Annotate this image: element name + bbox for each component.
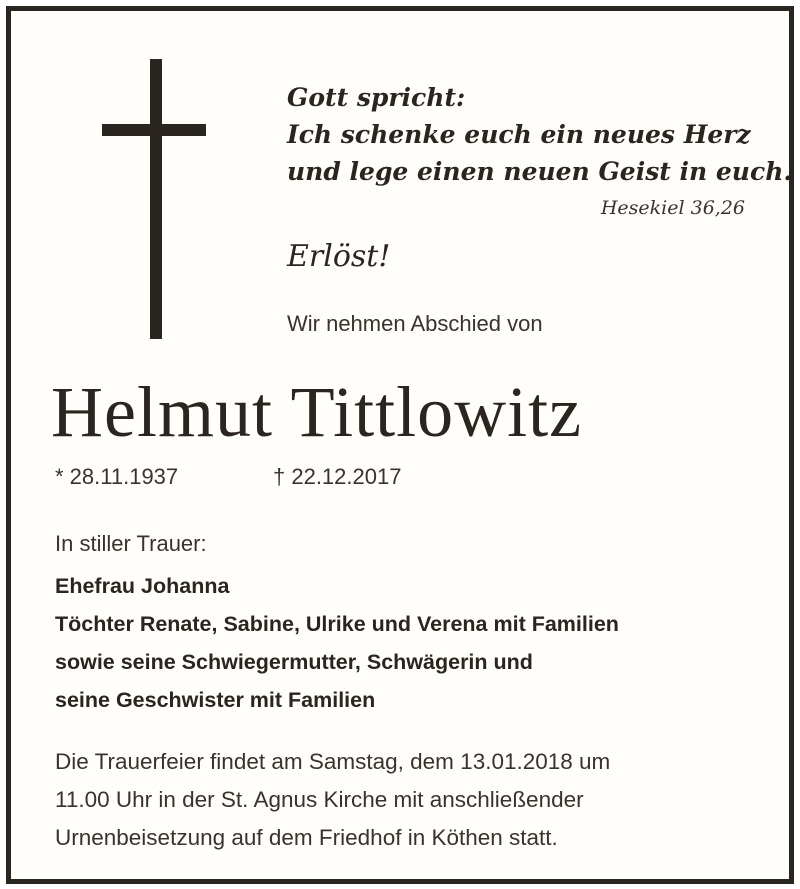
deceased-name: Helmut Tittlowitz — [51, 372, 583, 452]
service-line: Die Trauerfeier findet am Samstag, dem 13.01.2018 um — [55, 749, 611, 774]
service-info — [55, 743, 610, 857]
verse-source: Hesekiel 36,26 — [600, 197, 745, 219]
service-line: 11.00 Uhr in der St. Agnus Kirche mit anschließender — [55, 787, 584, 812]
cross-horizontal-bar — [102, 124, 206, 136]
verse-line: Gott spricht: — [287, 83, 466, 112]
heading-erloest: Erlöst! — [287, 239, 391, 274]
bible-verse — [287, 79, 792, 190]
service-line: Urnenbeisetzung auf dem Friedhof in Köthen statt. — [55, 825, 558, 850]
verse-line: und lege einen neuen Geist in euch. — [287, 157, 793, 186]
cross-vertical-bar — [150, 59, 162, 339]
mourning-label: In stiller Trauer: — [55, 531, 207, 556]
death-date: † 22.12.2017 — [273, 464, 402, 489]
birth-date: * 28.11.1937 — [55, 464, 179, 489]
mourner-line: sowie seine Schwiegermutter, Schwägerin und — [55, 650, 533, 674]
verse-line: Ich schenke euch ein neues Herz — [287, 120, 751, 149]
obituary-frame — [6, 6, 794, 884]
mourner-line: Ehefrau Johanna — [55, 574, 230, 598]
farewell-text: Wir nehmen Abschied von — [287, 311, 543, 336]
mourner-line: Töchter Renate, Sabine, Ulrike und Verena mit Familien — [55, 612, 619, 636]
mourner-line: seine Geschwister mit Familien — [55, 688, 376, 712]
mourners-list — [55, 567, 619, 719]
